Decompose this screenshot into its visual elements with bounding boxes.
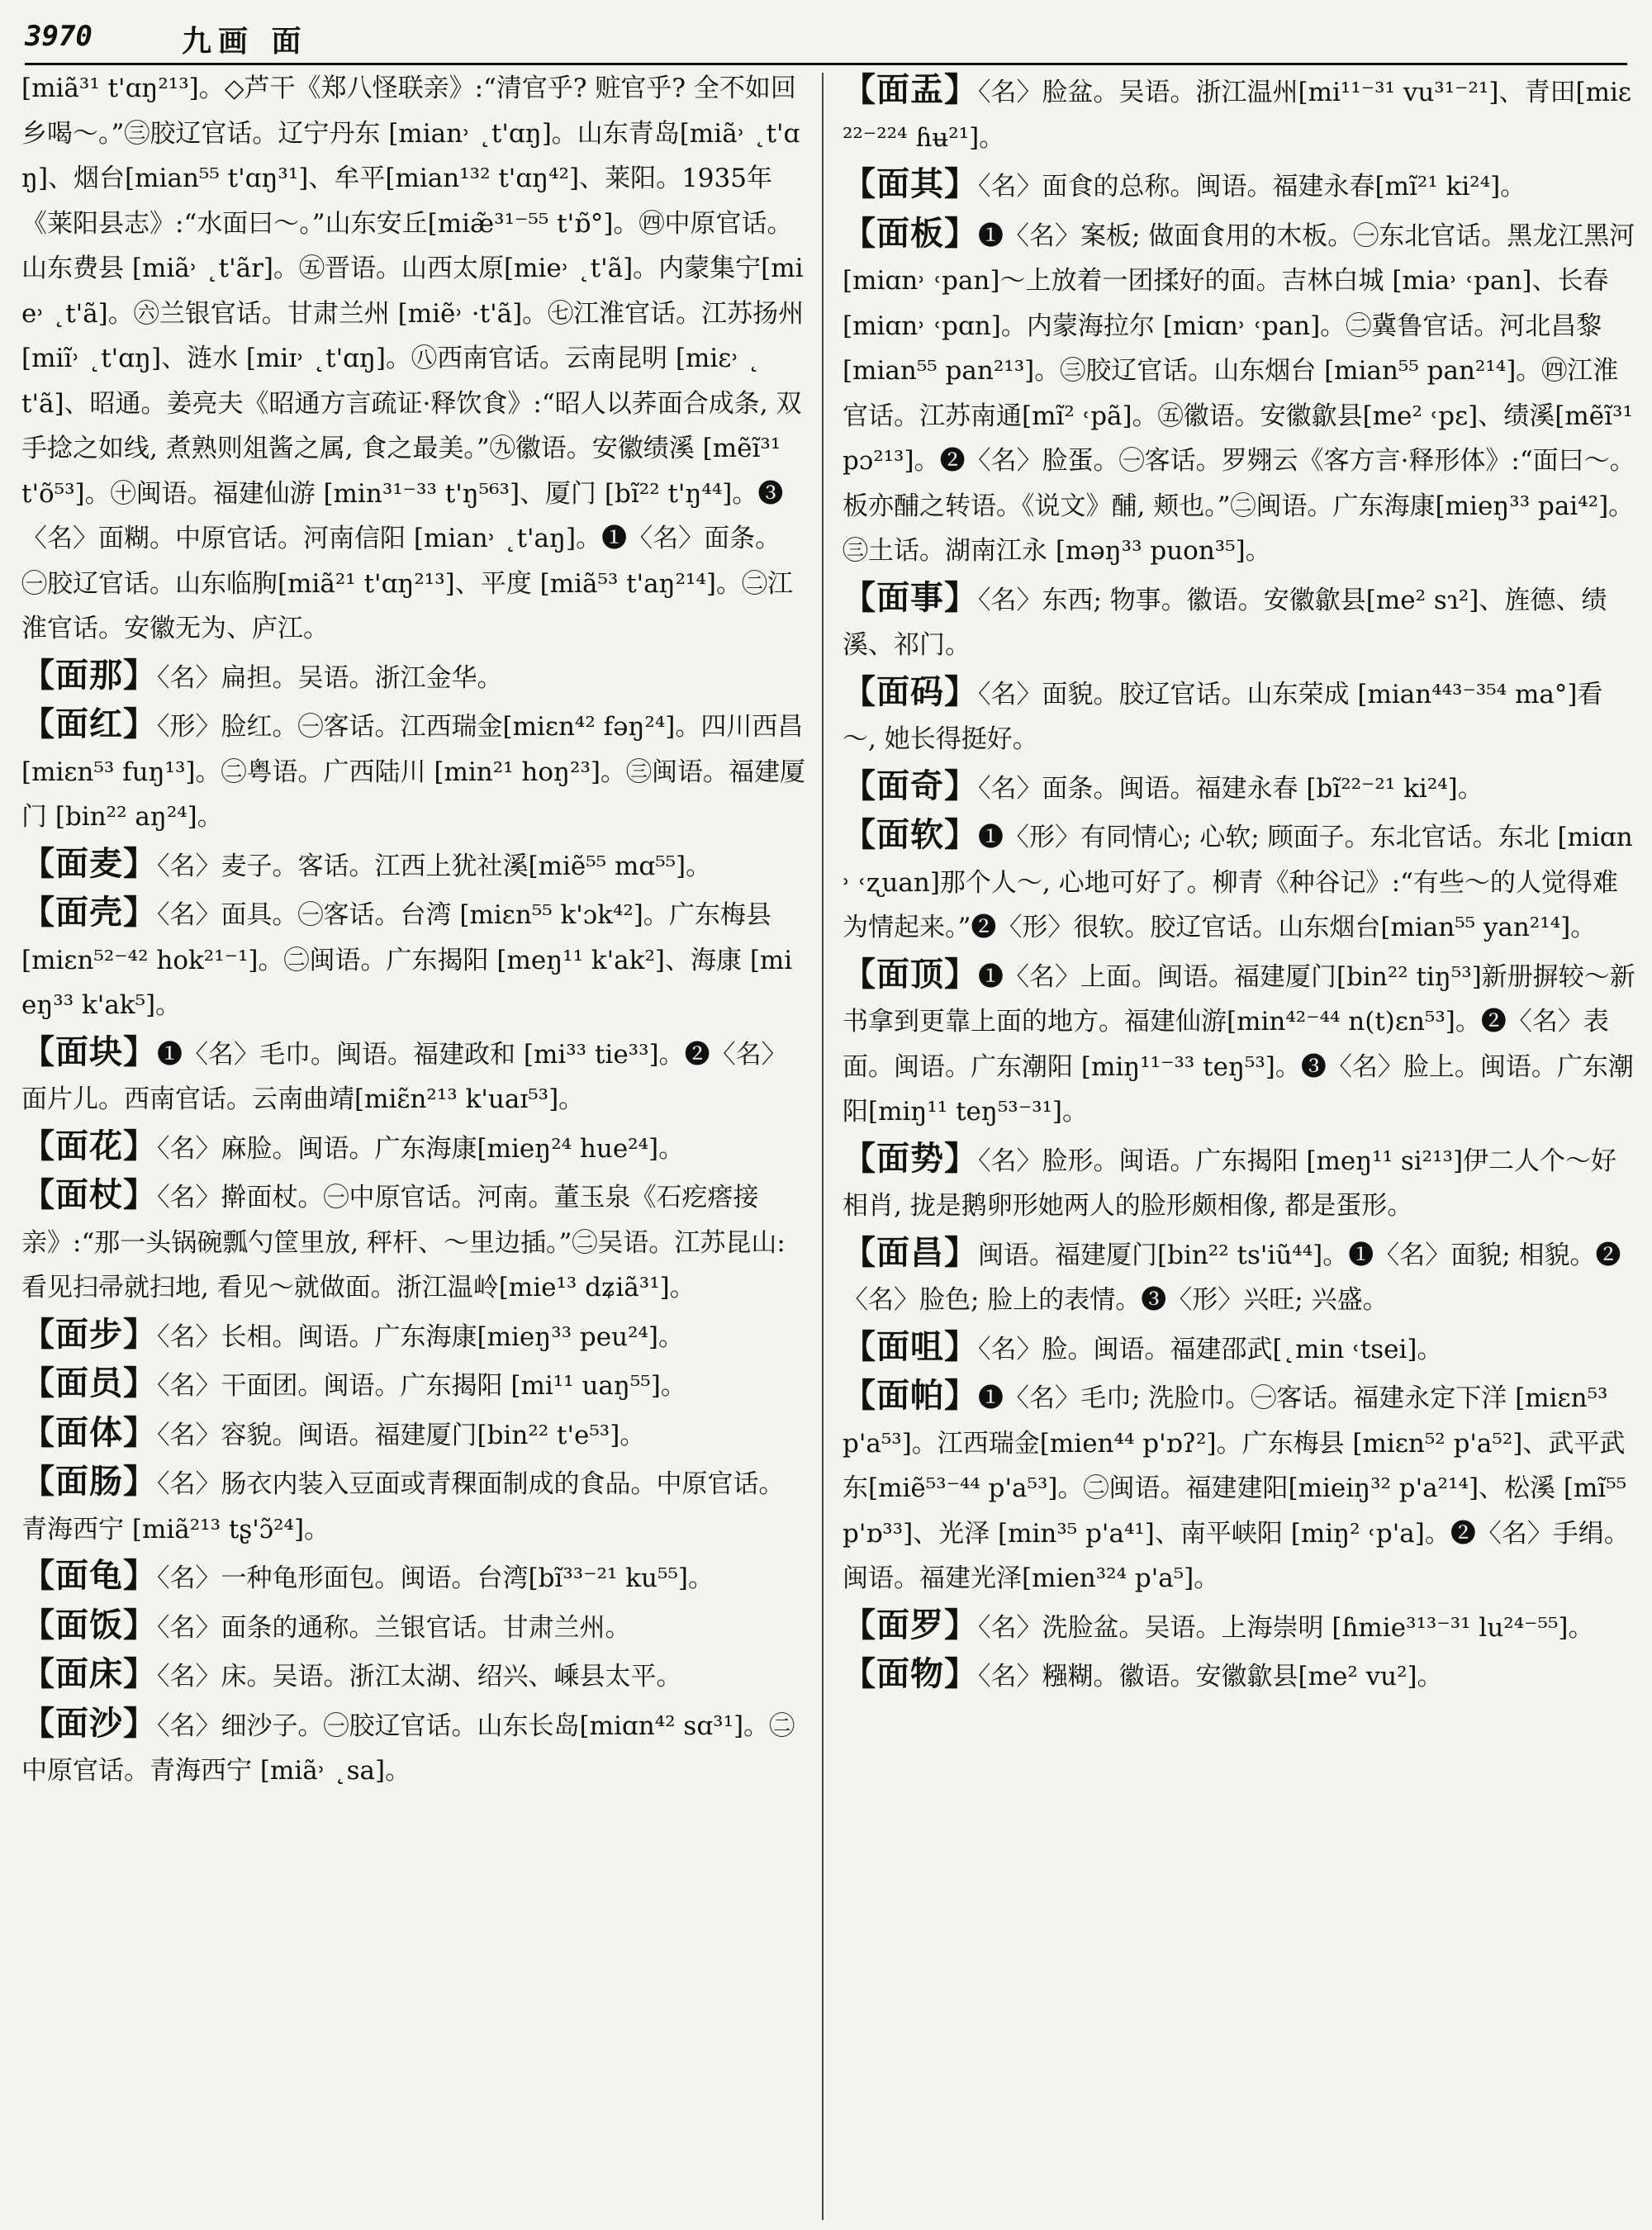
- dictionary-entry: [843, 1136, 1635, 1229]
- entry-definition: 〈名〉脸形。闽语。广东揭阳 [meŋ¹¹ si²¹³]伊二人个～好相肖, 拢是鹅卵形她两人的脸形颇相像, 都是蛋形。: [843, 1146, 1617, 1221]
- dictionary-entry: [843, 1231, 1635, 1323]
- dictionary-entry: [21, 1459, 806, 1552]
- entry-headword: 【面罗】: [843, 1605, 978, 1644]
- entry-definition: 〈名〉扁担。吴语。浙江金华。: [157, 662, 503, 693]
- dictionary-entry: [21, 1554, 806, 1601]
- dictionary-entry: [843, 952, 1635, 1135]
- dictionary-entry: [21, 1701, 806, 1794]
- page-header: [25, 15, 1627, 65]
- entry-headword: 【面其】: [843, 164, 978, 203]
- left-column: [21, 66, 813, 1794]
- dictionary-entry: [21, 653, 806, 701]
- dictionary-entry: [21, 1652, 806, 1700]
- entry-headword: 【面花】: [21, 1126, 157, 1165]
- entry-definition: 〈名〉脸盆。吴语。浙江温州[mi¹¹⁻³¹ vu³¹⁻²¹]、青田[miɛ²²⁻²²⁴ ɦʉ²¹]。: [843, 78, 1631, 153]
- dictionary-entry: [843, 670, 1635, 762]
- dictionary-entry: [21, 1173, 806, 1311]
- dictionary-entry: [21, 1030, 806, 1122]
- entry-definition: 〈名〉东西; 物事。徽语。安徽歙县[me² sɿ²]、旌德、绩溪、祁门。: [843, 585, 1607, 660]
- entry-headword: 【面盂】: [843, 70, 978, 109]
- entry-headword: 【面咀】: [843, 1326, 978, 1366]
- dictionary-entry: [843, 211, 1641, 574]
- entry-definition: ❶〈名〉上面。闽语。福建厦门[bin²² tiŋ⁵³]新册摒较～新书拿到更靠上面的地方。福建仙游[min⁴²⁻⁴⁴ n(t)ɛn⁵³]。❷〈名〉表面。闽语。广东潮阳 [miŋ¹¹⁻³³ teŋ⁵³]。❸〈名〉脸上。闽语。广东潮阳[miŋ¹¹ teŋ⁵³⁻³¹]。: [843, 961, 1635, 1127]
- entry-definition: 〈名〉麦子。客话。江西上犹社溪[miẽ⁵⁵ mɑ⁵⁵]。: [157, 851, 712, 881]
- dictionary-entry: [843, 813, 1635, 951]
- dictionary-entry: [843, 576, 1635, 668]
- entry-definition: 〈名〉洗脸盆。吴语。上海崇明 [ɦmie³¹³⁻³¹ lu²⁴⁻⁵⁵]。: [978, 1612, 1594, 1643]
- entry-headword: 【面红】: [21, 705, 157, 743]
- entry-definition: 〈形〉脸红。㊀客话。江西瑞金[miɛn⁴² fəŋ²⁴]。四川西昌 [miɛn⁵³ fuŋ¹³]。㊁粤语。广西陆川 [min²¹ hoŋ²³]。㊂闽语。福建厦门 [bin²² aŋ²⁴]。: [21, 712, 812, 832]
- entry-headword: 【面帕】: [843, 1376, 978, 1415]
- dictionary-entry: [843, 162, 1635, 210]
- entry-definition: 〈名〉脸。闽语。福建邵武[˛min ˓tsei]。: [978, 1334, 1443, 1364]
- entry-definition: 〈名〉糨糊。徽语。安徽歙县[me² vu²]。: [978, 1662, 1443, 1691]
- entry-headword: 【面壳】: [21, 893, 157, 932]
- entry-definition: 〈名〉面食的总称。闽语。福建永春[mĩ²¹ ki²⁴]。: [978, 172, 1526, 202]
- column-divider: [822, 73, 824, 2220]
- entry-definition: 〈名〉面条的通称。兰银官话。甘肃兰州。: [157, 1612, 631, 1643]
- dictionary-entry: [843, 1325, 1635, 1373]
- entry-definition: 闽语。福建厦门[bin²² ts'iũ⁴⁴]。❶〈名〉面貌; 相貌。❷〈名〉脸色; 脸上的表情。❸〈形〉兴旺; 兴盛。: [843, 1240, 1621, 1315]
- dictionary-entry: [843, 1652, 1635, 1700]
- dictionary-entry: [21, 1361, 806, 1409]
- entry-headword: 【面奇】: [843, 766, 978, 805]
- entry-definition: 〈名〉床。吴语。浙江太湖、绍兴、嵊县太平。: [157, 1662, 682, 1691]
- entry-headword: 【面物】: [843, 1654, 978, 1693]
- entry-headword: 【面块】: [21, 1032, 157, 1071]
- dictionary-entry: [21, 1411, 806, 1459]
- dictionary-entry: [843, 1603, 1635, 1651]
- entry-definition: 〈名〉干面团。闽语。广东揭阳 [mi¹¹ uaŋ⁵⁵]。: [157, 1371, 686, 1401]
- entry-headword: 【面体】: [21, 1412, 157, 1452]
- dictionary-entry: [843, 764, 1635, 812]
- entry-definition: 〈名〉一种龟形面包。闽语。台湾[bĩ³³⁻²¹ ku⁵⁵]。: [157, 1563, 714, 1593]
- dictionary-entry: [21, 702, 812, 840]
- entry-headword: 【面龟】: [21, 1556, 157, 1595]
- entry-headword: 【面昌】: [843, 1232, 978, 1272]
- entry-definition: 〈名〉面条。闽语。福建永春 [bĩ²²⁻²¹ ki²⁴]。: [978, 773, 1483, 804]
- entry-definition: 〈名〉面具。㊀客话。台湾 [miɛn⁵⁵ k'ɔk⁴²]。广东梅县 [miɛn⁵²⁻⁴² hok²¹⁻¹]。㊁闽语。广东揭阳 [meŋ¹¹ k'ak²]、海康 [mieŋ³³ k'ak⁵]。: [21, 900, 793, 1020]
- right-column: [843, 66, 1641, 1700]
- entry-headword: 【面那】: [21, 655, 157, 695]
- dictionary-entry: [21, 1124, 806, 1172]
- entry-headword: 【面麦】: [21, 843, 157, 883]
- entry-headword: 【面员】: [21, 1364, 157, 1402]
- entry-headword: 【面肠】: [21, 1462, 157, 1501]
- entry-headword: 【面步】: [21, 1314, 157, 1354]
- entry-definition: 〈名〉擀面杖。㊀中原官话。河南。董玉泉《石疙瘩接亲》:“那一头锅碗瓢勺筐里放, 秤杆、～里边插。”㊁吴语。江苏昆山: 看见扫帚就扫地, 看见～就做面。浙江温岭[mie¹³ dʑiã³¹]。: [21, 1183, 794, 1302]
- entry-headword: 【面杖】: [21, 1175, 157, 1214]
- entry-definition: ❶〈名〉案板; 做面食用的木板。㊀东北官话。黑龙江黑河[miɑn˒ ˓pan]～上放着一团揉好的面。吉林白城 [mia˒ ˓pan]、长春[miɑn˒ ˓pɑn]。内蒙海拉尔 [miɑn˒ ˓pan]。㊁冀鲁官话。河北昌黎 [mian⁵⁵ pan²¹³]。㊂胶辽官话。山东烟台 [mian⁵⁵ pan²¹⁴]。㊃江淮官话。江苏南通[mĩ² ˓pã]。㊄徽语。安徽歙县[me² ˓pɛ]、绩溪[mẽĩ³¹ pɔ²¹³]。❷〈名〉脸蛋。㊀客话。罗翙云《客方言·释形体》:“面曰～。板亦酺之转语。《说文》酺, 颊也。”㊁闽语。广东海康[mieŋ³³ pai⁴²]。㊂土话。湖南江永 [məŋ³³ puon³⁵]。: [843, 221, 1641, 566]
- section-title: 九画 面: [182, 24, 308, 59]
- entry-definition: 〈名〉长相。闽语。广东海康[mieŋ³³ peu²⁴]。: [157, 1321, 685, 1352]
- entry-definition: 〈名〉细沙子。㊀胶辽官话。山东长岛[miɑn⁴² sɑ³¹]。㊁中原官话。青海西宁 [miã˒ ˛sa]。: [21, 1710, 795, 1786]
- entry-headword: 【面沙】: [21, 1703, 157, 1743]
- entry-definition: 〈名〉容貌。闽语。福建厦门[bin²² t'e⁵³]。: [157, 1420, 646, 1450]
- entry-definition: ❶〈名〉毛巾。闽语。福建政和 [mi³³ tie³³]。❷〈名〉面片儿。西南官话。云南曲靖[miɛ̃n²¹³ k'uaɪ⁵³]。: [21, 1039, 787, 1114]
- entry-headword: 【面板】: [843, 213, 978, 253]
- dictionary-entry: [843, 68, 1635, 160]
- dictionary-entry: [21, 890, 806, 1028]
- dictionary-entry: [21, 842, 806, 890]
- dictionary-entry: [843, 1374, 1635, 1601]
- entry-headword: 【面势】: [843, 1138, 978, 1178]
- entry-headword: 【面码】: [843, 671, 978, 711]
- entry-headword: 【面床】: [21, 1654, 157, 1693]
- dictionary-entry: [21, 1312, 806, 1360]
- entry-definition: ❶〈形〉有同情心; 心软; 顾面子。东北官话。东北 [miɑn˒ ˓ʐuan]那个人～, 心地可好了。柳青《种谷记》:“有些～的人觉得难为情起来。”❷〈形〉很软。胶辽官话。山东烟台[mian⁵⁵ yan²¹⁴]。: [843, 823, 1633, 942]
- page-number: 3970: [25, 20, 93, 53]
- entry-headword: 【面顶】: [843, 954, 978, 994]
- entry-headword: 【面事】: [843, 577, 978, 617]
- entry-headword: 【面软】: [843, 815, 978, 854]
- entry-definition: 〈名〉面貌。胶辽官话。山东荣成 [mian⁴⁴³⁻³⁵⁴ ma°]看～, 她长得挺好。: [843, 679, 1603, 754]
- entry-definition: ❶〈名〉毛巾; 洗脸巾。㊀客话。福建永定下洋 [miɛn⁵³ p'a⁵³]。江西瑞金[mien⁴⁴ p'ɒʔ²]。广东梅县 [miɛn⁵² p'a⁵²]、武平武东[miẽ⁵³⁻⁴⁴ p'a⁵³]。㊁闽语。福建建阳[mieiŋ³² p'a²¹⁴]、松溪 [mĩ⁵⁵ p'ɒ³³]、光泽 [min³⁵ p'a⁴¹]、南平峡阳 [miŋ² ˓p'a]。❷〈名〉手绢。闽语。福建光泽[mien³²⁴ p'a⁵]。: [843, 1383, 1635, 1593]
- entry-definition: 〈名〉麻脸。闽语。广东海康[mieŋ²⁴ hue²⁴]。: [157, 1133, 685, 1164]
- continuation-text: [miã³¹ t'ɑŋ²¹³]。◇芦干《郑八怪联亲》:“清官乎? 赃官乎? 全不如回乡喝～。”㊂胶辽官话。辽宁丹东 [mian˒ ˛t'ɑŋ]。山东青岛[miã˒ ˛t'ɑŋ]、烟台[mian⁵⁵ t'ɑŋ³¹]、牟平[mian¹³² t'ɑŋ⁴²]、莱阳。1935年《莱阳县志》:“水面曰～。”山东安丘[miæ̃³¹⁻⁵⁵ t'ɒ̃°]。㊃中原官话。山东费县 [miã˒ ˛t'ãr]。㊄晋语。山西太原[mie˒ ˛t'ã]。内蒙集宁[mie˒ ˛t'ã]。㊅兰银官话。甘肃兰州 [miẽ˒ ·t'ã]。㊆江淮官话。江苏扬州 [miĩ˒ ˛t'ɑŋ]、涟水 [miɪ˒ ˛t'ɑŋ]。㊇西南官话。云南昆明 [miɛ˒ ˛t'ã]、昭通。姜亮夫《昭通方言疏证·释饮食》:“昭人以荞面合成条, 双手捻之如线, 煮熟则俎酱之属, 食之最美。”㊈徽语。安徽绩溪 [mẽĩ³¹ t'õ⁵³]。㊉闽语。福建仙游 [min³¹⁻³³ t'ŋ⁵⁶³]、厦门 [bĩ²² t'ŋ⁴⁴]。❸〈名〉面糊。中原官话。河南信阳 [mian˒ ˛t'aŋ]。❶〈名〉面条。㊀胶辽官话。山东临朐[miã²¹ t'ɑŋ²¹³]、平度 [miã⁵³ t'aŋ²¹⁴]。㊁江淮官话。安徽无为、庐江。: [21, 74, 813, 643]
- entry-definition: 〈名〉肠衣内装入豆面或青稞面制成的食品。中原官话。青海西宁 [miã²¹³ tʂ'ɔ̃²⁴]。: [21, 1469, 785, 1544]
- dictionary-entry: [21, 1603, 806, 1651]
- entry-headword: 【面饭】: [21, 1605, 157, 1644]
